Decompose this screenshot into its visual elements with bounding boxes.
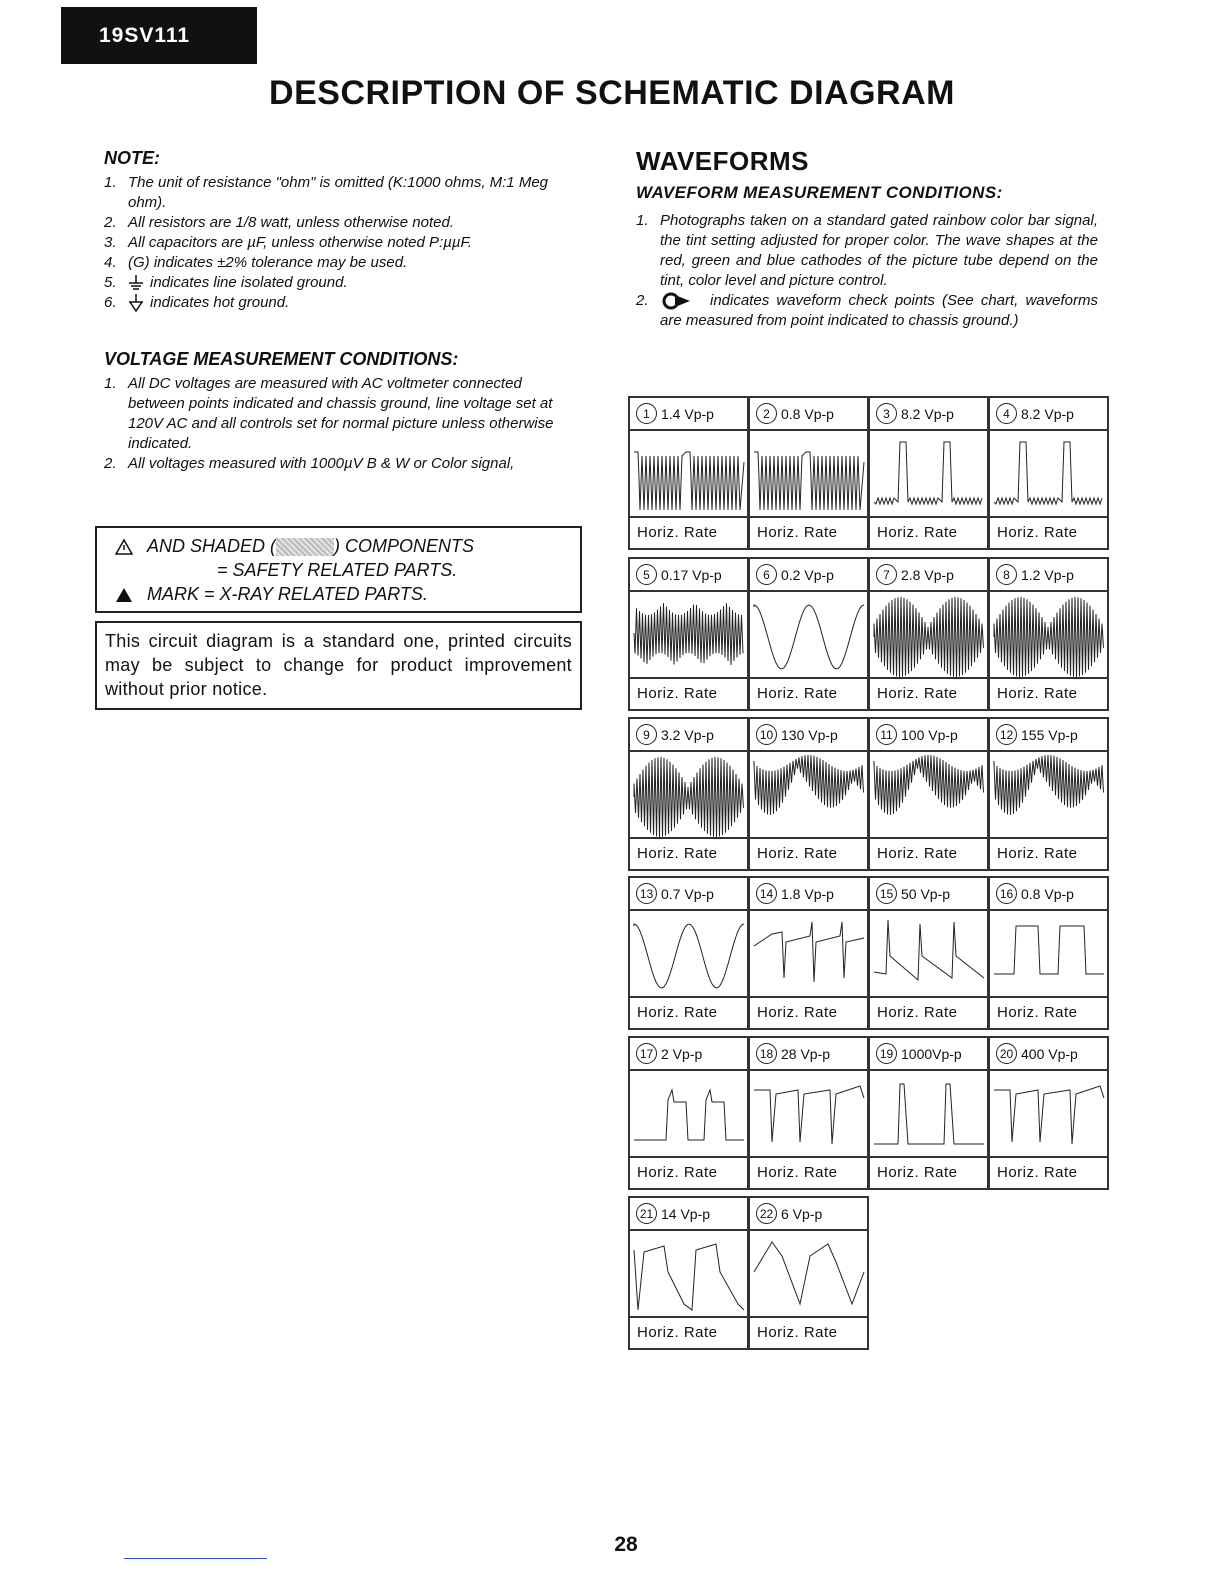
xray-mark-icon (115, 587, 133, 603)
waveform-rate: Horiz. Rate (877, 1164, 958, 1181)
condition-number: 1. (636, 212, 649, 229)
waveform-rate: Horiz. Rate (997, 685, 1078, 702)
hot-ground-icon (128, 294, 144, 312)
waveform-rate: Horiz. Rate (757, 1004, 838, 1021)
waveform-rate: Horiz. Rate (637, 1004, 718, 1021)
waveform-path (994, 442, 1102, 504)
voltage-text: All DC voltages are measured with AC voltmeter connected between points indicated and chassis ground, line voltage set at 120V AC and all controls set for normal picture unless otherwise indicated. (128, 375, 554, 452)
waveform-amplitude: 6 Vp-p (781, 1206, 823, 1222)
note-item (104, 253, 574, 273)
waveform-trace (632, 1072, 745, 1156)
waveform-trace (752, 432, 865, 516)
waveform-rate: Horiz. Rate (997, 524, 1078, 541)
test-point-number: 14 (756, 883, 777, 904)
waveform-rate: Horiz. Rate (637, 685, 718, 702)
waveform-header (750, 878, 867, 911)
waveform-header (870, 398, 987, 431)
waveform-trace (992, 432, 1105, 516)
xray-mark-text: MARK = X-RAY RELATED PARTS. (147, 584, 428, 604)
voltage-item (104, 454, 574, 474)
waveform-path (634, 603, 743, 665)
test-point-number: 10 (756, 724, 777, 745)
waveform-path (754, 755, 864, 815)
test-point-number: 13 (636, 883, 657, 904)
note-text: All capacitors are µF, unless otherwise noted P:µµF. (128, 234, 472, 251)
voltage-number: 1. (104, 375, 117, 392)
condition-text: indicates waveform check points (See chart, waveforms are measured from point indicated to chassis ground.) (660, 292, 1098, 329)
waveform-header (990, 878, 1107, 911)
notice-box: This circuit diagram is a standard one, printed circuits may be subject to change for product improvement without prior notice. (95, 621, 582, 710)
waveform-header (870, 719, 987, 752)
waveform-trace (872, 912, 985, 996)
waveform-rate: Horiz. Rate (757, 845, 838, 862)
waveform-amplitude: 155 Vp-p (1021, 727, 1078, 743)
note-number: 1. (104, 174, 117, 191)
note-number: 2. (104, 214, 117, 231)
voltage-item (104, 374, 574, 454)
condition-number: 2. (636, 292, 649, 309)
test-point-number: 2 (756, 403, 777, 424)
waveform-amplitude: 2 Vp-p (661, 1046, 703, 1062)
waveform-footer (750, 1316, 867, 1348)
waveform-amplitude: 0.8 Vp-p (1021, 886, 1074, 902)
waveform-amplitude: 3.2 Vp-p (661, 727, 714, 743)
waveform-amplitude: 100 Vp-p (901, 727, 958, 743)
waveform-path (634, 757, 744, 837)
waveform-cell-6 (748, 557, 869, 711)
waveform-path (754, 1242, 864, 1304)
waveform-amplitude: 1.2 Vp-p (1021, 567, 1074, 583)
waveform-header (990, 559, 1107, 592)
waveform-amplitude: 400 Vp-p (1021, 1046, 1078, 1062)
waveform-header (870, 559, 987, 592)
waveform-cell-21 (628, 1196, 749, 1350)
waveform-cell-17 (628, 1036, 749, 1190)
waveform-amplitude: 130 Vp-p (781, 727, 838, 743)
right-column (636, 146, 1098, 331)
waveform-cell-7 (868, 557, 989, 711)
waveform-amplitude: 8.2 Vp-p (1021, 406, 1074, 422)
waveform-cell-8 (988, 557, 1109, 711)
waveform-header (870, 878, 987, 911)
test-point-number: 16 (996, 883, 1017, 904)
waveform-footer (870, 516, 987, 548)
waveform-trace (752, 1232, 865, 1316)
page-title: DESCRIPTION OF SCHEMATIC DIAGRAM (269, 74, 955, 112)
test-point-number: 19 (876, 1043, 897, 1064)
waveform-amplitude: 2.8 Vp-p (901, 567, 954, 583)
test-point-number: 18 (756, 1043, 777, 1064)
waveform-cell-9 (628, 717, 749, 871)
waveform-cell-19 (868, 1036, 989, 1190)
waveform-rate: Horiz. Rate (637, 524, 718, 541)
test-point-number: 12 (996, 724, 1017, 745)
test-point-number: 15 (876, 883, 897, 904)
waveform-cell-10 (748, 717, 869, 871)
notes-list (104, 173, 574, 313)
waveforms-subtitle: WAVEFORM MEASUREMENT CONDITIONS: (636, 183, 1003, 202)
waveforms-title: WAVEFORMS (636, 146, 810, 176)
waveform-footer (630, 516, 747, 548)
waveform-path (874, 597, 984, 677)
waveform-cell-5 (628, 557, 749, 711)
waveform-footer (870, 996, 987, 1028)
waveform-cell-11 (868, 717, 989, 871)
waveform-rate: Horiz. Rate (877, 845, 958, 862)
model-number-tag: 19SV111 (61, 7, 257, 64)
waveform-path (754, 922, 864, 982)
waveform-path (994, 926, 1104, 974)
note-text: The unit of resistance "ohm" is omitted (K:1000 ohms, M:1 Meg ohm). (128, 174, 548, 211)
waveform-header (630, 398, 747, 431)
note-number: 6. (104, 294, 117, 311)
waveform-amplitude: 0.7 Vp-p (661, 886, 714, 902)
waveform-header (630, 1198, 747, 1231)
page-number: 28 (614, 1533, 638, 1556)
waveform-footer (990, 837, 1107, 869)
waveform-amplitude: 8.2 Vp-p (901, 406, 954, 422)
waveform-trace (872, 753, 985, 837)
waveform-header (750, 719, 867, 752)
waveform-trace (752, 593, 865, 677)
waveform-rate: Horiz. Rate (997, 1004, 1078, 1021)
waveform-trace (992, 1072, 1105, 1156)
note-item (104, 173, 574, 213)
waveform-rate: Horiz. Rate (757, 1164, 838, 1181)
waveform-cell-12 (988, 717, 1109, 871)
note-item (104, 273, 574, 293)
waveform-rate: Horiz. Rate (757, 1324, 838, 1341)
waveform-header (870, 1038, 987, 1071)
waveform-trace (632, 593, 745, 677)
waveform-path (874, 755, 984, 815)
waveform-rate: Horiz. Rate (637, 845, 718, 862)
waveform-trace (632, 1232, 745, 1316)
waveform-footer (630, 677, 747, 709)
test-point-number: 20 (996, 1043, 1017, 1064)
voltage-number: 2. (104, 455, 117, 472)
waveform-path (634, 452, 744, 510)
waveform-footer (750, 1156, 867, 1188)
waveform-header (750, 1198, 867, 1231)
waveform-rate: Horiz. Rate (637, 1164, 718, 1181)
safety-row-3 (115, 584, 428, 605)
waveform-header (630, 719, 747, 752)
waveform-rate: Horiz. Rate (997, 1164, 1078, 1181)
waveform-header (990, 398, 1107, 431)
waveform-footer (750, 516, 867, 548)
waveform-footer (870, 677, 987, 709)
test-point-number: 7 (876, 564, 897, 585)
waveform-amplitude: 1000Vp-p (901, 1046, 962, 1062)
waveform-footer (750, 996, 867, 1028)
waveform-rate: Horiz. Rate (757, 685, 838, 702)
waveform-footer (630, 837, 747, 869)
waveform-amplitude: 0.17 Vp-p (661, 567, 722, 583)
waveform-rate: Horiz. Rate (757, 524, 838, 541)
waveform-header (750, 398, 867, 431)
waveform-path (634, 924, 744, 988)
condition-item (636, 211, 1098, 291)
waveform-cell-4 (988, 396, 1109, 550)
waveform-trace (872, 432, 985, 516)
waveform-trace (752, 912, 865, 996)
waveform-cell-16 (988, 876, 1109, 1030)
waveform-amplitude: 0.2 Vp-p (781, 567, 834, 583)
waveform-path (754, 1086, 864, 1144)
waveform-trace (992, 593, 1105, 677)
note-text: All resistors are 1/8 watt, unless otherwise noted. (128, 214, 454, 231)
note-item (104, 233, 574, 253)
waveform-trace (752, 1072, 865, 1156)
waveform-amplitude: 0.8 Vp-p (781, 406, 834, 422)
waveform-amplitude: 1.4 Vp-p (661, 406, 714, 422)
test-point-number: 9 (636, 724, 657, 745)
waveform-footer (990, 677, 1107, 709)
footer-link-line (124, 1558, 267, 1559)
voltage-list (104, 374, 574, 474)
note-text: indicates hot ground. (150, 294, 290, 311)
voltage-heading: VOLTAGE MEASUREMENT CONDITIONS: (104, 349, 459, 369)
waveform-footer (990, 516, 1107, 548)
shaded-sample (276, 538, 334, 556)
waveform-cell-1 (628, 396, 749, 550)
waveform-footer (870, 1156, 987, 1188)
safety-row-1 (115, 536, 474, 557)
waveform-trace (632, 753, 745, 837)
waveform-header (630, 559, 747, 592)
isolated-ground-icon (128, 275, 144, 291)
condition-item (636, 291, 1098, 331)
left-column (104, 148, 574, 474)
safety-text-prefix: AND SHADED ( (147, 536, 277, 556)
test-point-number: 21 (636, 1203, 657, 1224)
waveform-header (750, 559, 867, 592)
test-point-number: 22 (756, 1203, 777, 1224)
waveform-cell-2 (748, 396, 869, 550)
test-point-number: 6 (756, 564, 777, 585)
waveform-header (750, 1038, 867, 1071)
waveform-cell-18 (748, 1036, 869, 1190)
waveform-path (634, 1244, 744, 1310)
notes-heading: NOTE: (104, 148, 160, 168)
waveform-cell-20 (988, 1036, 1109, 1190)
waveform-rate: Horiz. Rate (877, 1004, 958, 1021)
waveform-path (754, 452, 864, 510)
waveform-header (990, 1038, 1107, 1071)
waveform-footer (870, 837, 987, 869)
test-point-number: 8 (996, 564, 1017, 585)
waveform-conditions (636, 211, 1098, 331)
waveform-rate: Horiz. Rate (997, 845, 1078, 862)
note-number: 4. (104, 254, 117, 271)
waveform-trace (992, 753, 1105, 837)
note-item (104, 213, 574, 233)
test-point-number: 17 (636, 1043, 657, 1064)
note-number: 3. (104, 234, 117, 251)
waveform-path (994, 755, 1104, 815)
waveform-rate: Horiz. Rate (877, 524, 958, 541)
condition-text: Photographs taken on a standard gated rainbow color bar signal, the tint setting adjusted for proper color. The wave shapes at the red, green and blue cathodes of the picture tube depend on the tint, color level and picture control. (660, 212, 1098, 289)
waveform-trace (992, 912, 1105, 996)
waveform-path (874, 920, 984, 980)
safety-row-2: = SAFETY RELATED PARTS. (217, 560, 458, 580)
waveform-trace (632, 912, 745, 996)
warning-triangle-icon (115, 539, 133, 555)
waveform-header (630, 1038, 747, 1071)
waveform-cell-22 (748, 1196, 869, 1350)
test-point-number: 5 (636, 564, 657, 585)
waveform-footer (990, 996, 1107, 1028)
safety-legend-box (95, 526, 582, 613)
waveform-footer (630, 1316, 747, 1348)
test-point-number: 3 (876, 403, 897, 424)
waveform-trace (872, 593, 985, 677)
waveform-header (990, 719, 1107, 752)
waveform-footer (630, 996, 747, 1028)
voltage-text: All voltages measured with 1000µV B & W or Color signal, (128, 455, 515, 472)
waveform-trace (752, 753, 865, 837)
waveform-cell-13 (628, 876, 749, 1030)
waveform-cell-14 (748, 876, 869, 1030)
note-text: (G) indicates ±2% tolerance may be used. (128, 254, 408, 271)
waveform-amplitude: 14 Vp-p (661, 1206, 711, 1222)
waveform-amplitude: 28 Vp-p (781, 1046, 831, 1062)
waveform-footer (750, 837, 867, 869)
waveform-cell-15 (868, 876, 989, 1030)
safety-text-suffix: ) COMPONENTS (334, 536, 475, 556)
test-point-number: 11 (876, 724, 897, 745)
waveform-footer (990, 1156, 1107, 1188)
waveform-path (634, 1090, 744, 1140)
waveform-path (874, 1084, 984, 1144)
waveform-amplitude: 50 Vp-p (901, 886, 951, 902)
waveform-trace (872, 1072, 985, 1156)
note-item (104, 293, 574, 313)
waveform-rate: Horiz. Rate (877, 685, 958, 702)
waveform-path (874, 442, 982, 504)
note-text: indicates line isolated ground. (150, 274, 348, 291)
waveform-trace (632, 432, 745, 516)
waveform-path (754, 605, 864, 669)
waveform-amplitude: 1.8 Vp-p (781, 886, 834, 902)
note-number: 5. (104, 274, 117, 291)
waveform-footer (630, 1156, 747, 1188)
waveform-cell-3 (868, 396, 989, 550)
waveform-path (994, 1086, 1104, 1144)
test-point-number: 4 (996, 403, 1017, 424)
waveform-path (994, 597, 1104, 677)
waveform-rate: Horiz. Rate (637, 1324, 718, 1341)
check-point-probe-icon (662, 292, 694, 310)
waveform-header (630, 878, 747, 911)
waveform-footer (750, 677, 867, 709)
test-point-number: 1 (636, 403, 657, 424)
